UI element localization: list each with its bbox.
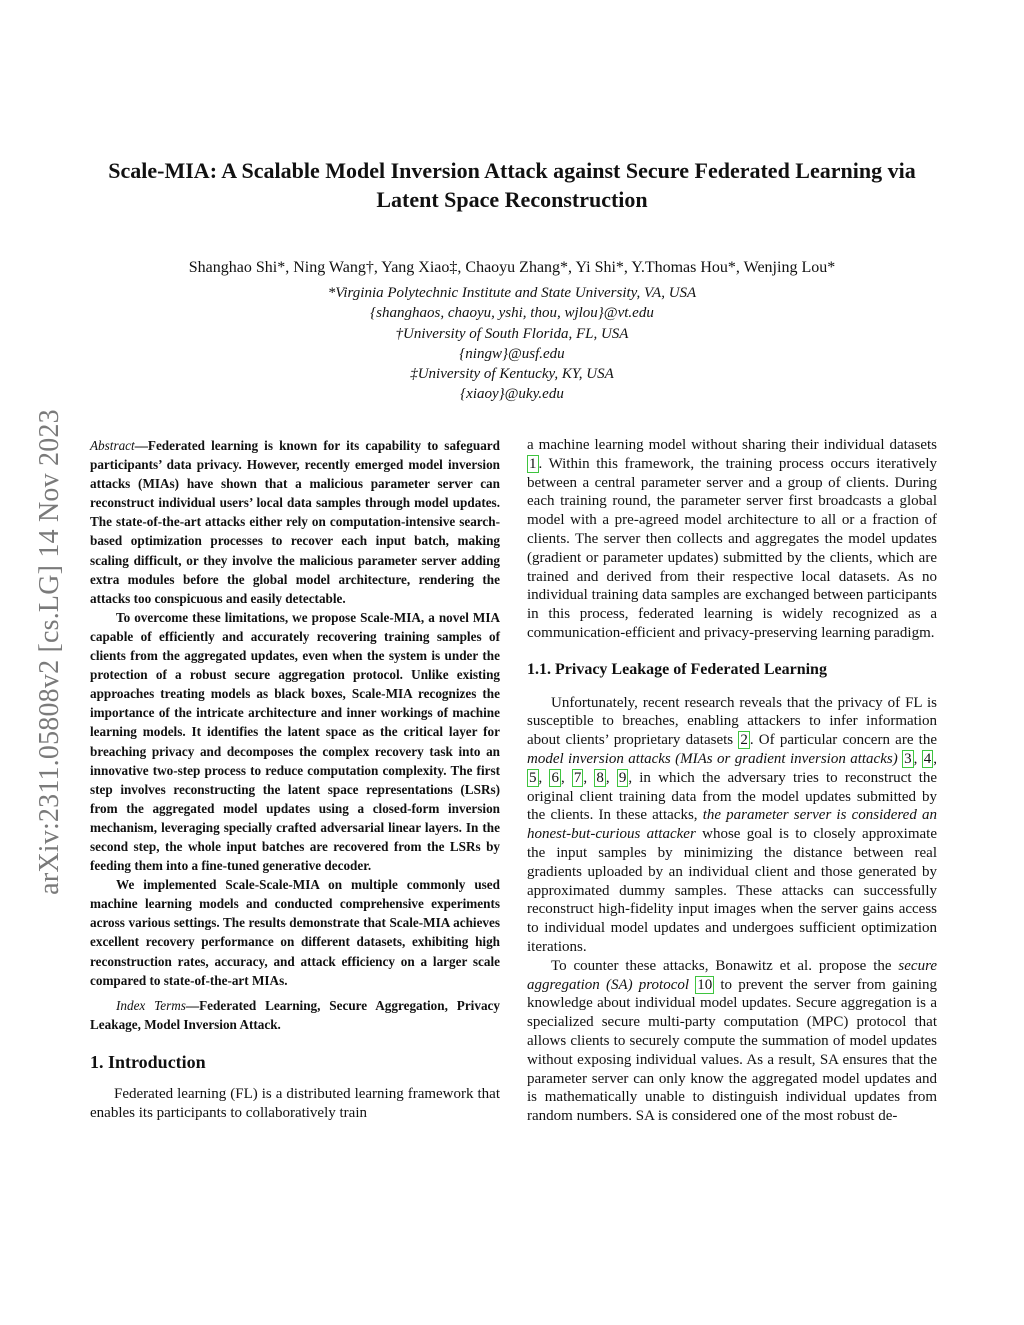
affiliation-2-email: {ningw}@usf.edu xyxy=(459,345,565,362)
author-list: Shanghao Shi*, Ning Wang†, Yang Xiao‡, Chaoyu Zhang*, Yi Shi*, Y.Thomas Hou*, Wenjing Lou* xyxy=(188,259,836,276)
abstract xyxy=(90,436,500,1034)
arxiv-stamp-text: arXiv:2311.05808v2 [cs.LG] 14 Nov 2023 xyxy=(34,409,65,895)
abstract-paragraph-1: Abstract—Federated learning is known for its capability to safeguard participants’ data privacy. However, recently emerged model inversion attacks (MIAs) have shown that a malicious parameter server can reconstruct individual users’ local data samples through model updates. The state-of-the-art attacks either rely on computation-intensive search-based optimization processes to recover each input batch, making scaling difficult, or they involve the malicious parameter server adding extra modules before the global model architecture, rendering the attacks too conspicuous and easily detectable. xyxy=(90,438,500,606)
privacy-leakage-paragraph-1: Unfortunately, recent research reveals that the privacy of FL is susceptible to breaches, enabling attackers to infer information about clients’ proprietary datasets 2 . Of particular concern are the model inversion attacks (MIAs or gradient inversion attacks) 3 , 4 , 5 , 6 , 7 , 8 , 9 , in which the adversary tries to reconstruct the original client training data from the model updates submitted by the clients. In these attacks, the parameter server is considered an honest-but-curious attacker whose goal is to closely approximate the input samples by minimizing the distance between real gradients uploaded by an individual client and those generated by approximated dummy samples. These attacks can successfully reconstruct high-fidelity input images when the server gains access to individual model updates and undergoes sufficient optimization iterations. xyxy=(527,694,938,955)
citation-link[interactable]: 2 xyxy=(740,732,748,749)
subsection-heading: 1.1. Privacy Leakage of Federated Learning xyxy=(527,660,827,678)
affiliation-2: †University of South Florida, FL, USA xyxy=(395,325,629,342)
affiliation-3-email: {xiaoy}@uky.edu xyxy=(460,386,564,403)
privacy-leakage-paragraph-2: To counter these attacks, Bonawitz et al. propose the secure aggregation (SA) protocol 10 to prevent the server from gaining knowledge about individual model updates. Secure aggregation is a specialized secure multi-party computation (MPC) protocol that allows clients to securely compute the summation of model updates without exposing individual values. As a result, SA ensures that the parameter server can only know the aggregated model updates and is mathematically unable to distinguish individual updates from random numbers. SA is considered one of the most robust de- xyxy=(527,957,938,1125)
affiliation-1-email: {shanghaos, chaoyu, yshi, thou, wjlou}@vt.edu xyxy=(370,305,654,322)
index-terms-label: Index Terms xyxy=(116,997,186,1013)
citation-link[interactable]: 1 xyxy=(529,455,537,472)
citation-link[interactable]: 5 xyxy=(529,769,537,786)
intro-continuation: a machine learning model without sharing their individual datasets 1 . Within this framework, the training process occurs iteratively between a central parameter server and a group of clients. During each training round, the parameter server first broadcasts a global model with a pre-agreed model architecture to all or a fraction of clients. The server then collects and aggregates the model updates (gradient or parameter updates) submitted by the clients, which are trained and derived from their respective local datasets. As no individual training data samples are exchanged between participants in this process, federated learning is widely recognized as a communication-efficient and privacy-preserving learning paradigm. xyxy=(527,437,937,641)
arxiv-stamp xyxy=(32,352,68,952)
citation-link[interactable]: 3 xyxy=(904,750,912,767)
citation-link[interactable]: 7 xyxy=(573,769,582,786)
intro-paragraph: Federated learning (FL) is a distributed learning framework that enables its participants to collaboratively train xyxy=(90,1085,500,1121)
affiliations xyxy=(60,283,964,405)
citation-link[interactable]: 4 xyxy=(923,750,932,767)
citation-link[interactable]: 9 xyxy=(618,769,627,786)
index-terms: Index Terms—Federated Learning, Secure Aggregation, Privacy Leakage, Model Inversion Attack. xyxy=(90,997,500,1032)
affiliation-1: *Virginia Polytechnic Institute and State University, VA, USA xyxy=(327,285,697,301)
citation-link[interactable]: 6 xyxy=(551,769,559,786)
abstract-label: Abstract xyxy=(90,438,135,453)
section-heading-introduction: 1. Introduction xyxy=(90,1051,206,1072)
left-column xyxy=(90,436,500,1123)
abstract-paragraph-3: We implemented Scale-Scale-MIA on multiple commonly used machine learning models and conducted comprehensive experiments across various settings. The results demonstrate that Scale-MIA achieves excellent recovery performance on different datasets, exhibiting high reconstruction rates, accuracy, and attack efficiency on a larger scale compared to state-of-the-art MIAs. xyxy=(90,877,500,988)
abstract-paragraph-2: To overcome these limitations, we propose Scale-MIA, a novel MIA capable of efficiently and accurately recovering training samples of clients from the aggregated updates, even when the system is under the protection of a robust secure aggregation protocol. Unlike existing approaches treating models as black boxes, Scale-MIA recognizes the importance of the intricate architecture and inner workings of machine learning models. It identifies the latent space as the critical layer for breaching privacy and decomposes the complex recovery task into an innovative two-step process to reduce computation complexity. The first step involves reconstructing the latent space representations (LSRs) from the aggregated model updates using a closed-form inversion mechanism, leveraging specially crafted adversarial linear layers. In the second step, the whole input batches are recovered from the LSRs by feeding them into a fine-tuned generative decoder. xyxy=(90,609,500,874)
title-line-1: Scale-MIA: A Scalable Model Inversion Attack against Secure Federated Learning via xyxy=(108,158,916,183)
paper-title xyxy=(60,156,964,214)
citation-link[interactable]: 10 xyxy=(697,976,713,993)
right-column xyxy=(527,436,937,1126)
title-line-2: Latent Space Reconstruction xyxy=(376,187,648,212)
affiliation-3: ‡University of Kentucky, KY, USA xyxy=(410,366,614,383)
citation-link[interactable]: 8 xyxy=(596,769,604,786)
